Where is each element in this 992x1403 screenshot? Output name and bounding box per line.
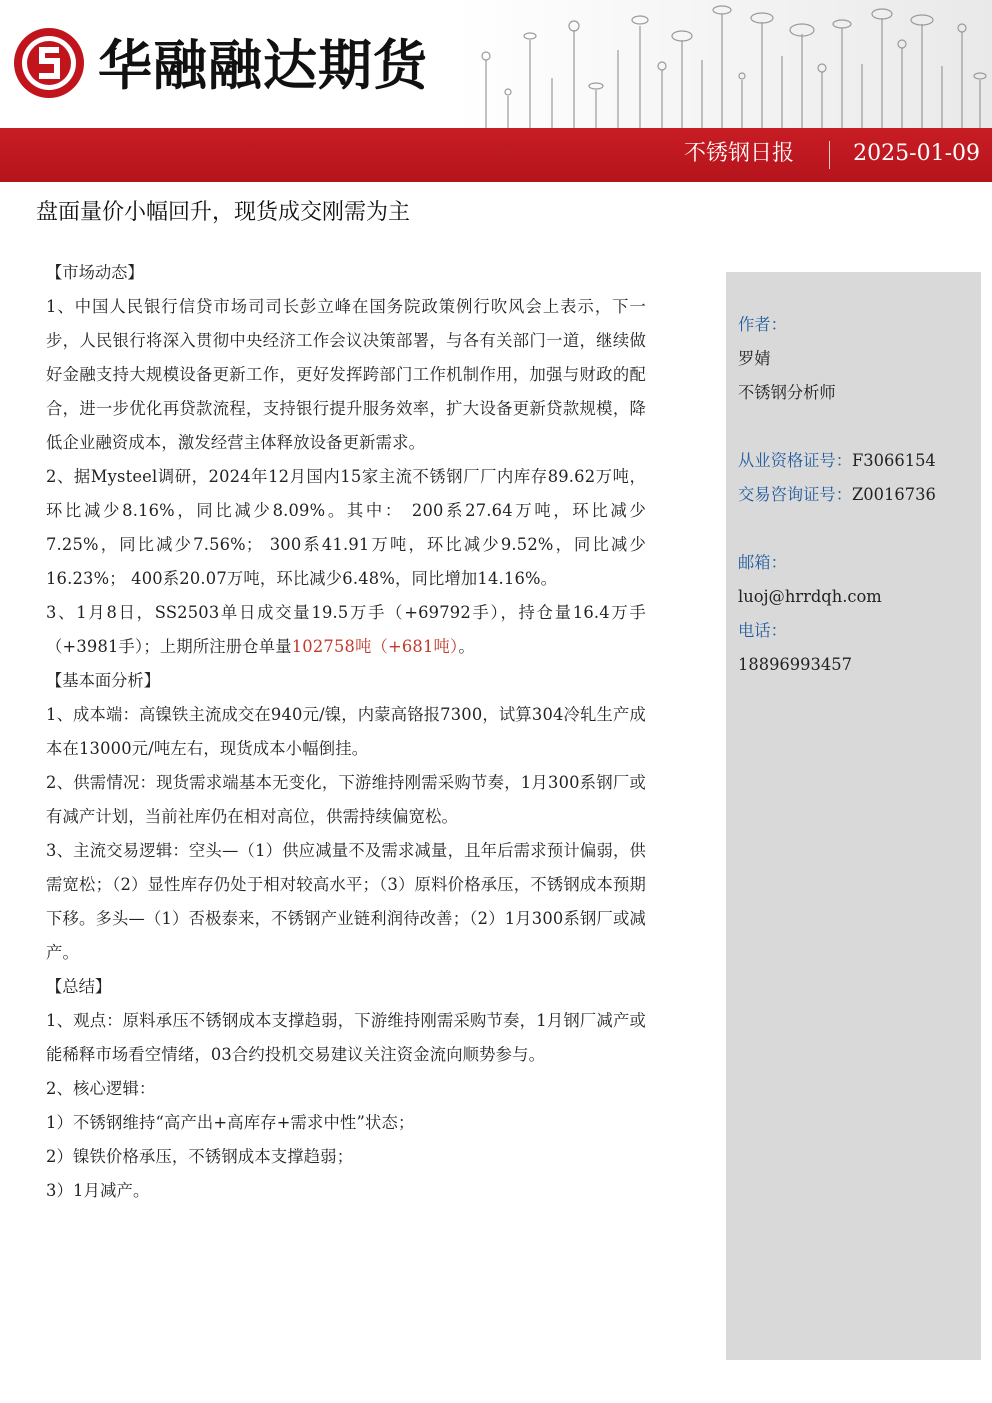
- summary-item: 2）镍铁价格承压，不锈钢成本支撑趋弱；: [46, 1147, 354, 1166]
- qualification-number: F3066154: [851, 451, 936, 470]
- phone-number: 18896993457: [738, 655, 852, 674]
- section-title-summary: 【总结】: [46, 977, 112, 996]
- email-address[interactable]: luoj@hrrdqh.com: [738, 587, 882, 606]
- consulting-row: [738, 478, 936, 512]
- market-item-end: 。: [458, 637, 475, 656]
- section-title-fundamental: 【基本面分析】: [46, 671, 160, 690]
- qualification-label: 从业资格证号：: [738, 451, 852, 470]
- summary-item: 3）1月减产。: [46, 1181, 150, 1200]
- consulting-number: Z0016736: [851, 485, 936, 504]
- company-logo-icon: [12, 26, 86, 100]
- summary-item: 1）不锈钢维持“高产出+高库存+需求中性”状态；: [46, 1113, 415, 1132]
- author-label: 作者：: [738, 315, 787, 334]
- report-date: 2025-01-09: [853, 141, 980, 166]
- header-decoration: [456, 0, 992, 128]
- fundamental-item: 1、成本端：高镍铁主流成交在940元/镍，内蒙高铬报7300，试算304冷轧生产成本在13000元/吨左右，现货成本小幅倒挂。: [46, 705, 646, 758]
- market-item-text: 3、1月8日，SS2503单日成交量19.5万手（+69792手），持仓量16.4万手（+3981手）；上期所注册仓单量: [46, 603, 646, 656]
- report-title: 不锈钢日报: [683, 141, 794, 166]
- email-label: 邮箱：: [738, 553, 787, 572]
- author-sidebar: [726, 272, 981, 1360]
- report-body: [46, 256, 646, 1208]
- consulting-label: 交易咨询证号：: [738, 485, 852, 504]
- author-name: 罗婧: [738, 349, 771, 368]
- section-title-market: 【市场动态】: [46, 263, 144, 282]
- market-item: 1、中国人民银行信贷市场司司长彭立峰在国务院政策例行吹风会上表示，下一步，人民银行将深入贯彻中央经济工作会议决策部署，与各有关部门一道，继续做好金融支持大规模设备更新工作，更好发挥跨部门工作机制作用，加强与财政的配合，进一步优化再贷款流程，支持银行提升服务效率，扩大设备更新贷款规模，降低企业融资成本，激发经营主体释放设备更新需求。: [46, 297, 646, 452]
- header-red-bar: [0, 128, 992, 182]
- market-item: [46, 596, 646, 664]
- report-headline: 盘面量价小幅回升，现货成交刚需为主: [36, 200, 411, 225]
- fundamental-item: 2、供需情况：现货需求端基本无变化，下游维持刚需采购节奏，1月300系钢厂或有减产计划，当前社库仍在相对高位，供需持续偏宽松。: [46, 773, 646, 826]
- header-divider: [829, 141, 830, 169]
- company-name: 华融融达期货: [98, 34, 428, 97]
- author-title: 不锈钢分析师: [738, 383, 836, 402]
- market-item: 2、据Mysteel调研，2024年12月国内15家主流不锈钢厂厂内库存89.62万吨，环比减少8.16%，同比减少8.09%。其中： 200系27.64万吨，环比减少7.25%，同比减少7.56%； 300系41.91万吨，环比减少9.52%，同比减少16.23%； 400系20.07万吨，环比减少6.48%，同比增加14.16%。: [46, 467, 646, 588]
- qualification-row: [738, 444, 936, 478]
- fundamental-item: 3、主流交易逻辑：空头—（1）供应减量不及需求减量，且年后需求预计偏弱，供需宽松；（2）显性库存仍处于相对较高水平；（3）原料价格承压，不锈钢成本预期下移。多头—（1）否极泰来，不锈钢产业链利润待改善；（2）1月300系钢厂或减产。: [46, 841, 646, 962]
- phone-label: 电话：: [738, 621, 787, 640]
- summary-item: 1、观点：原料承压不锈钢成本支撑趋弱，下游维持刚需采购节奏，1月钢厂减产或能稀释市场看空情绪，03合约投机交易建议关注资金流向顺势参与。: [46, 1011, 646, 1064]
- summary-item: 2、核心逻辑：: [46, 1079, 156, 1098]
- warehouse-receipt-value: 102758吨（+681吨）: [291, 637, 459, 656]
